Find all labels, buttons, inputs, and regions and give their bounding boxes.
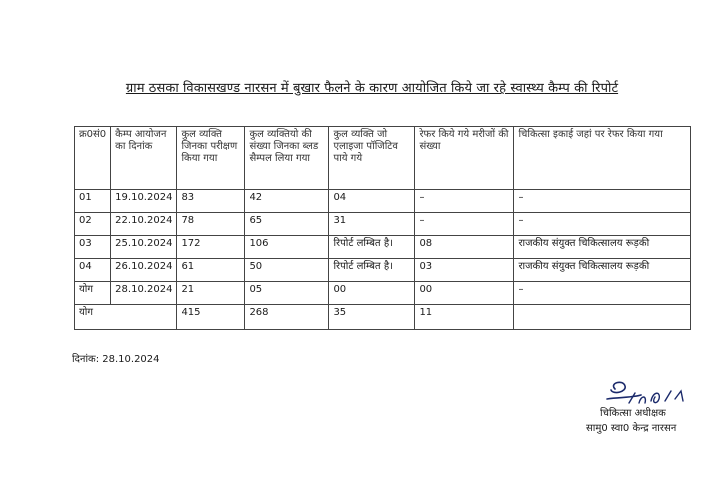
cell-referred: 00: [415, 282, 514, 305]
cell-positive: 00: [329, 282, 415, 305]
cell-positive: रिपोर्ट लम्बित है।: [329, 236, 415, 259]
cell-date: 19.10.2024: [111, 190, 177, 213]
cell-serial: 04: [75, 259, 111, 282]
header-referral-unit: चिकित्सा इकाई जहां पर रेफर किया गया: [514, 127, 691, 190]
cell-unit: राजकीय संयुक्त चिकित्सालय रूड़की: [514, 259, 691, 282]
table-row: [75, 190, 691, 213]
cell-examined: 21: [177, 282, 245, 305]
header-referred-count: रेफर किये गये मरीजों की संख्या: [415, 127, 514, 190]
signatory-designation: चिकित्सा अधीक्षक: [600, 408, 666, 419]
cell-date: 28.10.2024: [111, 282, 177, 305]
header-serial: क्र0सं0: [75, 127, 111, 190]
cell-referred: 08: [415, 236, 514, 259]
cell-referred: 03: [415, 259, 514, 282]
cell-samples: 106: [245, 236, 329, 259]
table-header-row: [75, 127, 691, 190]
cell-date: 22.10.2024: [111, 213, 177, 236]
camp-report-table: [74, 126, 691, 330]
signatory-office: सामु0 स्वा0 केन्द्र नारसन: [586, 423, 677, 434]
cell-serial: 02: [75, 213, 111, 236]
cell-positive: रिपोर्ट लम्बित है।: [329, 259, 415, 282]
table-total-row: [75, 305, 691, 330]
total-positive: 35: [329, 305, 415, 330]
total-examined: 415: [177, 305, 245, 330]
cell-samples: 65: [245, 213, 329, 236]
header-blood-samples: कुल व्यक्तियो की संख्या जिनका ब्लड सैम्पल लिया गया: [245, 127, 329, 190]
cell-serial: 03: [75, 236, 111, 259]
cell-serial: योग: [75, 282, 111, 305]
cell-unit: –: [514, 190, 691, 213]
cell-examined: 83: [177, 190, 245, 213]
cell-positive: 04: [329, 190, 415, 213]
cell-unit: –: [514, 213, 691, 236]
report-title: ग्राम ठसका विकासखण्ड नारसन में बुखार फैलने के कारण आयोजित किये जा रहे स्वास्थ्य कैम्प की रिपोर्ट: [125, 81, 619, 96]
cell-examined: 78: [177, 213, 245, 236]
cell-samples: 42: [245, 190, 329, 213]
table-row: [75, 259, 691, 282]
cell-unit: राजकीय संयुक्त चिकित्सालय रूड़की: [514, 236, 691, 259]
table-row: [75, 282, 691, 305]
report-date: दिनांक: 28.10.2024: [72, 354, 160, 365]
cell-date: 25.10.2024: [111, 236, 177, 259]
cell-unit: –: [514, 282, 691, 305]
cell-positive: 31: [329, 213, 415, 236]
header-examined: कुल व्यक्ति जिनका परीक्षण किया गया: [177, 127, 245, 190]
header-elisa-positive: कुल व्यक्ति जो एलाइजा पॉजिटिव पाये गये: [329, 127, 415, 190]
cell-examined: 61: [177, 259, 245, 282]
cell-samples: 05: [245, 282, 329, 305]
cell-date: 26.10.2024: [111, 259, 177, 282]
cell-serial: 01: [75, 190, 111, 213]
table-row: [75, 236, 691, 259]
cell-samples: 50: [245, 259, 329, 282]
total-unit: [514, 305, 691, 330]
total-samples: 268: [245, 305, 329, 330]
total-referred: 11: [415, 305, 514, 330]
header-camp-date: कैम्प आयोजन का दिनांक: [111, 127, 177, 190]
table-row: [75, 213, 691, 236]
cell-referred: –: [415, 213, 514, 236]
cell-examined: 172: [177, 236, 245, 259]
cell-referred: –: [415, 190, 514, 213]
total-label: योग: [75, 305, 177, 330]
